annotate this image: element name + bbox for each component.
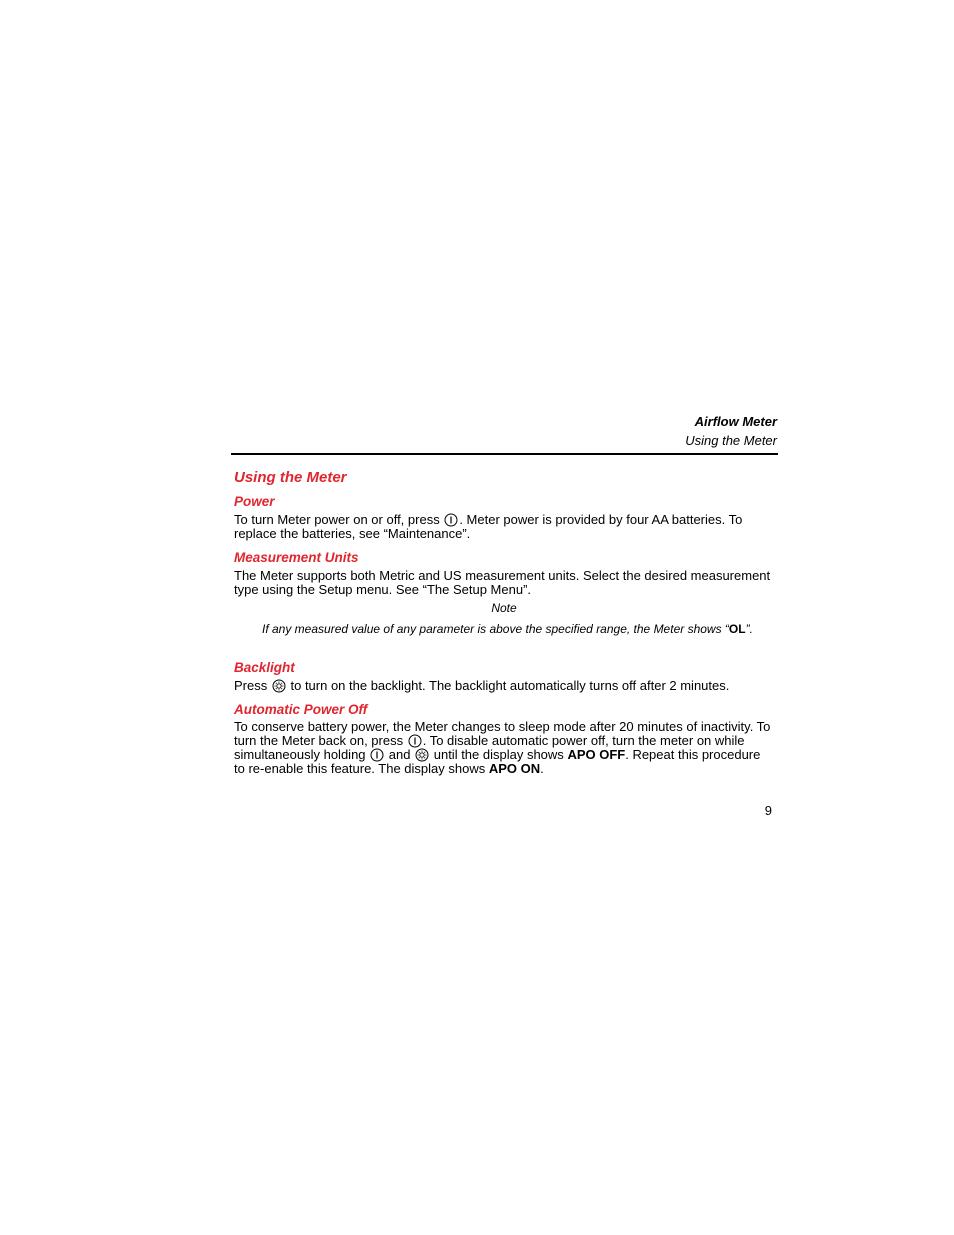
units-paragraph: The Meter supports both Metric and US measurement units. Select the desired measurement type using the Setup menu. See “The Setup Menu”. <box>234 568 771 597</box>
note-label: Note <box>491 601 517 615</box>
backlight-button-icon <box>272 679 286 693</box>
apo-paragraph <box>234 720 774 776</box>
backlight-text-2: to turn on the backlight. The backlight automatically turns off after 2 minutes. <box>290 678 730 693</box>
apo-text-5: . Repeat this procedure to re-enable this feature. The display shows <box>234 747 761 776</box>
backlight-text-1: Press <box>234 678 268 693</box>
note-text-1: If any measured value of any parameter is above the specified range, the Meter shows “ <box>262 622 729 636</box>
backlight-paragraph <box>234 679 774 693</box>
running-header-subtitle: Using the Meter <box>685 433 777 448</box>
apo-text-1: To conserve battery power, the Meter changes to sleep mode after 20 minutes of inactivity. To turn the Meter back on, press <box>234 719 771 748</box>
apo-off-value: APO OFF <box>567 747 626 762</box>
apo-text-3: and <box>388 747 411 762</box>
power-text-2: . Meter power is provided by four AA batteries. To replace the batteries, see “Maintenance”. <box>234 512 743 541</box>
apo-text-6: . <box>540 761 544 776</box>
running-header-title: Airflow Meter <box>694 414 777 429</box>
note-text-2: ”. <box>745 622 753 636</box>
apo-text-4: until the display shows <box>433 747 564 762</box>
units-heading: Measurement Units <box>234 550 359 565</box>
page-number: 9 <box>764 803 772 818</box>
backlight-heading: Backlight <box>234 660 295 675</box>
apo-heading: Automatic Power Off <box>234 702 368 717</box>
backlight-button-icon <box>415 748 429 762</box>
power-heading: Power <box>234 494 275 509</box>
power-button-icon <box>408 734 422 748</box>
apo-on-value: APO ON <box>488 761 541 776</box>
power-button-icon <box>370 748 384 762</box>
note-text <box>262 621 762 637</box>
apo-text-2: . To disable automatic power off, turn the meter on while simultaneously holding <box>234 733 745 762</box>
power-paragraph <box>234 513 774 541</box>
power-button-icon <box>444 513 458 527</box>
power-text-1: To turn Meter power on or off, press <box>234 512 440 527</box>
header-divider <box>231 453 778 455</box>
note-value: OL <box>728 622 746 636</box>
section-title: Using the Meter <box>234 469 347 486</box>
